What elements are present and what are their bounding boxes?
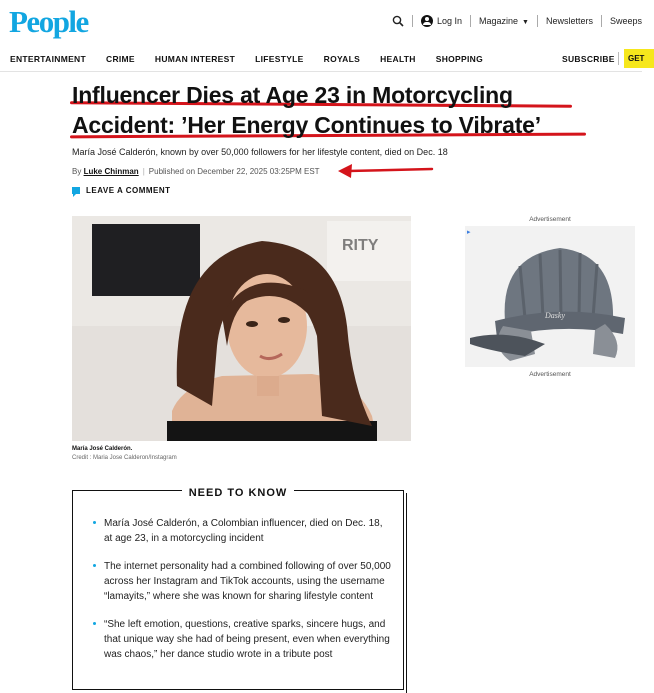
need-to-know-item: María José Calderón, a Colombian influencer, died on Dec. 18, at age 23, in a motorcycling incident <box>93 516 393 546</box>
nav-crime[interactable]: CRIME <box>106 54 135 64</box>
hat-brand-text: Dasky <box>545 311 565 320</box>
login-link[interactable] <box>421 15 462 27</box>
adchoices-icon[interactable]: ▸ <box>467 229 471 236</box>
people-logo[interactable]: People <box>9 4 88 39</box>
need-to-know-title: NEED TO KNOW <box>182 487 295 499</box>
divider <box>412 15 413 27</box>
svg-text:RITY: RITY <box>342 237 379 254</box>
annotation-arrow-icon <box>336 161 436 181</box>
need-to-know-title-wrap <box>73 483 403 501</box>
divider <box>601 15 602 27</box>
photo-credit: Credit : Maria Jose Calderon/Instagram <box>72 455 177 461</box>
nav-entertainment[interactable]: ENTERTAINMENT <box>10 54 86 64</box>
need-to-know-box <box>72 487 404 690</box>
magazine-menu[interactable] <box>479 16 529 26</box>
nav-lifestyle[interactable]: LIFESTYLE <box>255 54 304 64</box>
search-icon[interactable] <box>392 15 404 27</box>
divider <box>470 15 471 27</box>
photo-caption: María José Calderón. <box>72 446 133 452</box>
user-icon <box>421 15 433 27</box>
byline <box>72 167 320 176</box>
author-link[interactable]: Luke Chinman <box>83 167 139 176</box>
published-date: Published on December 22, 2025 03:25PM EST <box>148 167 320 176</box>
winter-hat-image <box>465 226 635 367</box>
sweeps-link[interactable]: Sweeps <box>609 16 642 26</box>
article-dek: María José Calderón, known by over 50,000 followers for her lifestyle content, died on Dec. 18 <box>72 147 448 157</box>
get-button[interactable]: GET <box>624 49 654 68</box>
nav-royals[interactable]: ROYALS <box>323 54 361 64</box>
need-to-know-item: The internet personality had a combined following of over 50,000 across her Instagram and TikTok accounts, using the username “lamayits,” where she was known for sharing lifestyle content <box>93 559 393 604</box>
byline-divider: | <box>142 167 145 176</box>
main-nav <box>0 46 645 72</box>
divider <box>618 52 619 65</box>
comment-icon <box>72 187 80 194</box>
by-label: By <box>72 167 82 176</box>
headline-line-2: Accident: ’Her Energy Continues to Vibrate’ <box>72 112 541 138</box>
advertisement-box[interactable] <box>465 226 635 367</box>
top-utility-links <box>392 15 642 27</box>
top-bar <box>0 0 642 46</box>
leave-comment-label: LEAVE A COMMENT <box>86 186 171 195</box>
nav-shopping[interactable]: SHOPPING <box>435 54 484 64</box>
caret-down-icon: ▼ <box>522 19 529 26</box>
nav-items <box>10 54 503 64</box>
subscribe-link[interactable]: SUBSCRIBE <box>562 54 615 64</box>
magazine-label: Magazine <box>478 16 519 26</box>
need-to-know-item: “She left emotion, questions, creative sparks, sincere hugs, and that unique way she had of being present, even when everything was chaos,” her dance studio wrote in a tribute post <box>93 617 393 662</box>
article-photo <box>72 216 411 441</box>
ad-label-top: Advertisement <box>529 216 571 223</box>
login-label: Log In <box>436 16 462 26</box>
need-to-know-list <box>93 516 393 675</box>
headline-line-1: Influencer Dies at Age 23 in Motorcycling <box>72 82 513 108</box>
newsletters-link[interactable]: Newsletters <box>545 16 593 26</box>
nav-health[interactable]: HEALTH <box>380 54 416 64</box>
divider <box>537 15 538 27</box>
leave-comment-link[interactable] <box>72 186 171 195</box>
ad-label-bottom: Advertisement <box>529 371 571 378</box>
nav-human-interest[interactable]: HUMAN INTEREST <box>154 54 236 64</box>
article-headline <box>72 80 612 140</box>
